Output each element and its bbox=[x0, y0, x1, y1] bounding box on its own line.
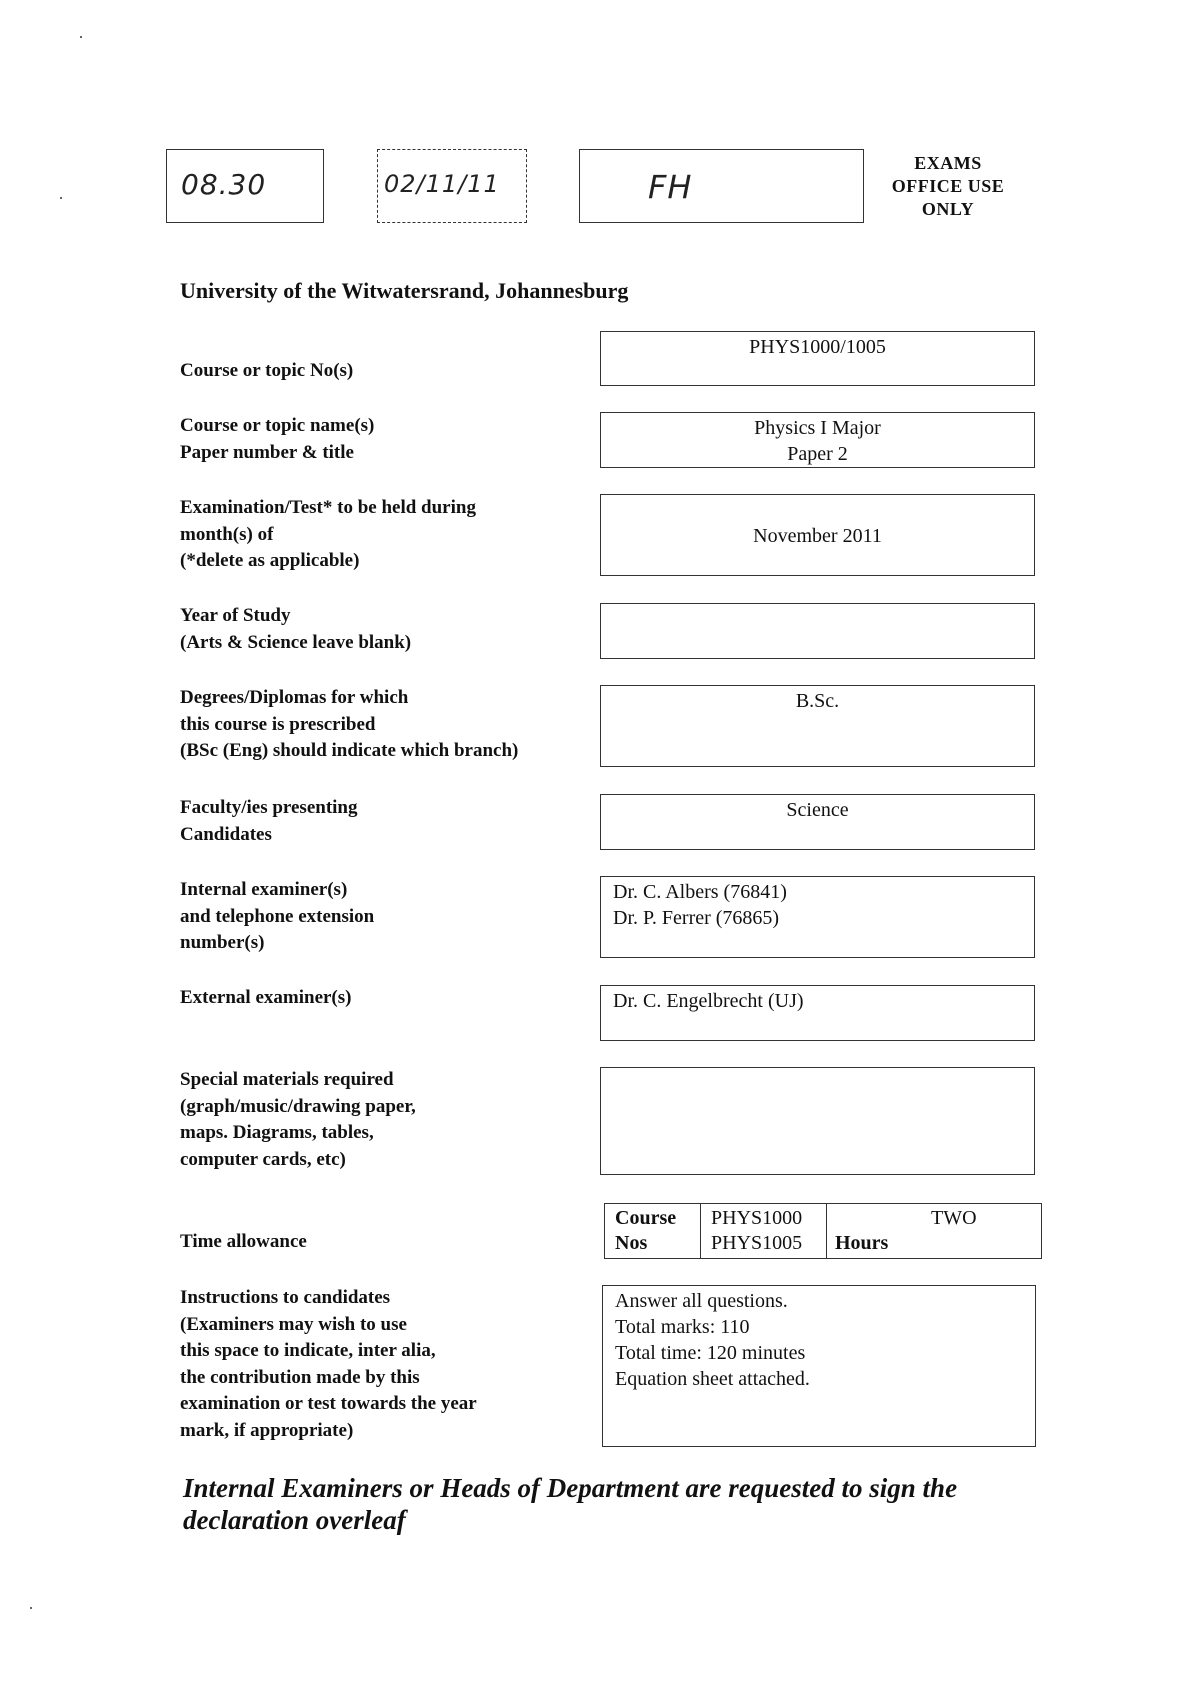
degrees-label bbox=[180, 685, 600, 765]
hours-value: TWO bbox=[931, 1207, 977, 1229]
label-line: (Arts & Science leave blank) bbox=[180, 631, 412, 653]
faculty-label bbox=[180, 795, 600, 848]
course-nos-cell bbox=[701, 1204, 827, 1258]
declaration-line: Internal Examiners or Heads of Department are requested to sign the bbox=[183, 1473, 958, 1503]
label-line: Course or topic name(s) bbox=[180, 415, 375, 436]
course-no-entry: PHYS1000 bbox=[711, 1207, 803, 1229]
office-use-label bbox=[888, 152, 1008, 221]
hours-label: Hours bbox=[835, 1232, 889, 1254]
declaration-line: declaration overleaf bbox=[183, 1505, 406, 1535]
course-no-entry: PHYS1005 bbox=[711, 1232, 803, 1254]
label-line: month(s) of bbox=[180, 523, 274, 545]
label-line: (BSc (Eng) should indicate which branch) bbox=[180, 740, 519, 761]
internal-examiners-label bbox=[180, 877, 600, 957]
course-header-line: Nos bbox=[615, 1232, 648, 1254]
year-of-study-label bbox=[180, 603, 600, 656]
label-line: Candidates bbox=[180, 823, 272, 845]
handwritten-date: 02/11/11 bbox=[384, 170, 500, 198]
internal-examiner-value: Dr. C. Albers (76841) bbox=[613, 881, 787, 903]
label-line: this space to indicate, inter alia, bbox=[180, 1340, 436, 1361]
label-line: and telephone extension bbox=[180, 905, 375, 927]
course-header-line: Course bbox=[615, 1207, 677, 1229]
handwritten-time: 08.30 bbox=[181, 168, 267, 201]
hours-label-cell bbox=[827, 1204, 917, 1258]
label-line: Instructions to candidates bbox=[180, 1287, 391, 1308]
label-line: Faculty/ies presenting bbox=[180, 797, 358, 818]
label-line: External examiner(s) bbox=[180, 987, 352, 1008]
label-line: number(s) bbox=[180, 932, 265, 953]
label-line: Internal examiner(s) bbox=[180, 879, 348, 900]
instruction-line: Total time: 120 minutes bbox=[615, 1342, 806, 1364]
course-no-label bbox=[180, 358, 600, 385]
office-time-box bbox=[166, 149, 324, 223]
course-no-value: PHYS1000/1005 bbox=[749, 336, 886, 358]
exam-month-value: November 2011 bbox=[753, 525, 882, 547]
hours-value-cell bbox=[917, 1204, 1041, 1258]
label-line: this course is prescribed bbox=[180, 713, 376, 735]
handwritten-code: FH bbox=[648, 168, 693, 206]
instruction-line: Equation sheet attached. bbox=[615, 1368, 810, 1390]
declaration-notice bbox=[183, 1472, 1083, 1536]
label-line: maps. Diagrams, tables, bbox=[180, 1122, 374, 1143]
instructions-field bbox=[602, 1285, 1036, 1447]
exam-month-label bbox=[180, 495, 600, 575]
time-allowance-table bbox=[604, 1203, 1042, 1259]
exam-month-field bbox=[600, 494, 1035, 576]
scan-speck bbox=[60, 197, 62, 199]
degrees-value: B.Sc. bbox=[795, 690, 840, 712]
course-name-value: Physics I Major bbox=[754, 417, 881, 439]
degrees-field bbox=[600, 685, 1035, 767]
special-materials-field bbox=[600, 1067, 1035, 1175]
faculty-field bbox=[600, 794, 1035, 850]
label-line: the contribution made by this bbox=[180, 1366, 420, 1388]
label-line: Course or topic No(s) bbox=[180, 360, 354, 381]
scan-speck bbox=[30, 1607, 32, 1609]
office-use-line: OFFICE USE bbox=[891, 176, 1005, 196]
time-allowance-label bbox=[180, 1229, 600, 1256]
course-name-field bbox=[600, 412, 1035, 468]
label-line: (graph/music/drawing paper, bbox=[180, 1095, 416, 1117]
faculty-value: Science bbox=[786, 799, 849, 821]
label-line: Degrees/Diplomas for which bbox=[180, 687, 409, 708]
label-line: Paper number & title bbox=[180, 441, 354, 463]
label-line: computer cards, etc) bbox=[180, 1148, 346, 1170]
label-line: Year of Study bbox=[180, 605, 291, 626]
label-line: mark, if appropriate) bbox=[180, 1419, 354, 1441]
internal-examiners-field bbox=[600, 876, 1035, 958]
label-line: Time allowance bbox=[180, 1231, 307, 1252]
external-examiners-label bbox=[180, 985, 600, 1012]
office-use-line: EXAMS bbox=[914, 153, 982, 173]
course-no-field bbox=[600, 331, 1035, 386]
label-line: Examination/Test* to be held during bbox=[180, 497, 476, 518]
instruction-line: Answer all questions. bbox=[615, 1290, 788, 1312]
label-line: Special materials required bbox=[180, 1069, 394, 1090]
office-use-line: ONLY bbox=[921, 199, 975, 219]
year-of-study-field bbox=[600, 603, 1035, 659]
scan-speck bbox=[80, 36, 82, 38]
instructions-label bbox=[180, 1285, 600, 1444]
label-line: (Examiners may wish to use bbox=[180, 1313, 407, 1335]
special-materials-label bbox=[180, 1067, 600, 1173]
label-line: examination or test towards the year bbox=[180, 1393, 477, 1414]
instruction-line: Total marks: 110 bbox=[615, 1316, 750, 1338]
office-date-box bbox=[377, 149, 527, 223]
university-heading: University of the Witwatersrand, Johannesburg bbox=[180, 278, 629, 303]
office-code-box bbox=[579, 149, 864, 223]
label-line: (*delete as applicable) bbox=[180, 550, 360, 571]
external-examiners-field bbox=[600, 985, 1035, 1041]
paper-value: Paper 2 bbox=[787, 443, 848, 465]
course-header-cell bbox=[605, 1204, 701, 1258]
internal-examiner-value: Dr. P. Ferrer (76865) bbox=[613, 907, 780, 929]
external-examiner-value: Dr. C. Engelbrecht (UJ) bbox=[613, 990, 804, 1012]
course-name-label bbox=[180, 413, 600, 466]
